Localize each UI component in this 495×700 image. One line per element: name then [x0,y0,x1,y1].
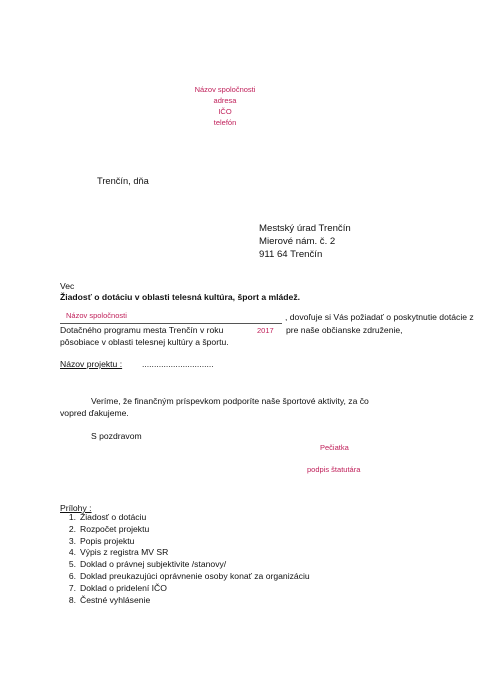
addressee-line3: 911 64 Trenčín [259,249,323,260]
paragraph1-line2b: pre naše občianske združenie, [286,325,403,335]
attachments-list [60,512,310,606]
subject-label: Vec [60,281,75,291]
sender-block [175,84,275,128]
list-item: 3. Popis projektu [68,535,135,546]
grant-year: 2017 [257,326,274,335]
paragraph1-line1: , dovoľuje si Vás požiadať o poskytnutie dotácie z [285,312,474,322]
addressee-block [259,222,351,261]
paragraph1-line3: pôsobiace v oblasti telesnej kultúry a športu. [60,337,229,347]
list-item: 6. Doklad preukazujúci oprávnenie osoby konať za organizáciu [68,570,310,581]
sender-ico: IČO [218,107,232,116]
list-item: 5. Doklad o právnej subjektivite /stanovy/ [68,559,227,570]
greeting: S pozdravom [91,431,142,441]
list-item: 2. Rozpočet projektu [68,523,150,534]
list-item: 4. Výpis z registra MV SR [68,547,169,558]
paragraph2-line2: vopred ďakujeme. [60,408,129,418]
sender-phone: telefón [213,118,237,127]
organization-placeholder: Názov spoločnosti [66,311,127,320]
subject-title: Žiadosť o dotáciu v oblasti telesná kultúra, šport a mládež. [60,292,301,302]
paragraph1-line2a: Dotačného programu mesta Trenčín v roku [60,325,224,335]
attachments-heading: Prílohy : [60,503,92,513]
project-name-dots: .............................. [142,359,214,369]
place-date: Trenčín, dňa [97,176,149,186]
list-item: 7. Doklad o pridelení IČO [68,582,167,593]
list-item: 8. Čestné vyhlásenie [68,594,151,605]
sender-name: Názov spoločnosti [194,85,256,94]
organization-underline [60,314,282,324]
project-name-label: Názov projektu : [60,359,123,369]
addressee-line1: Mestský úrad Trenčín [259,223,351,234]
addressee-line2: Mierové nám. č. 2 [259,236,336,247]
paragraph2-line1: Veríme, že finančným príspevkom podporíte naše športové aktivity, za čo [91,396,369,406]
signature-placeholder: podpis štatutára [307,465,361,474]
list-item: 1. Žiadosť o dotáciu [68,512,147,522]
sender-address: adresa [213,96,237,105]
stamp-placeholder: Pečiatka [320,443,349,452]
